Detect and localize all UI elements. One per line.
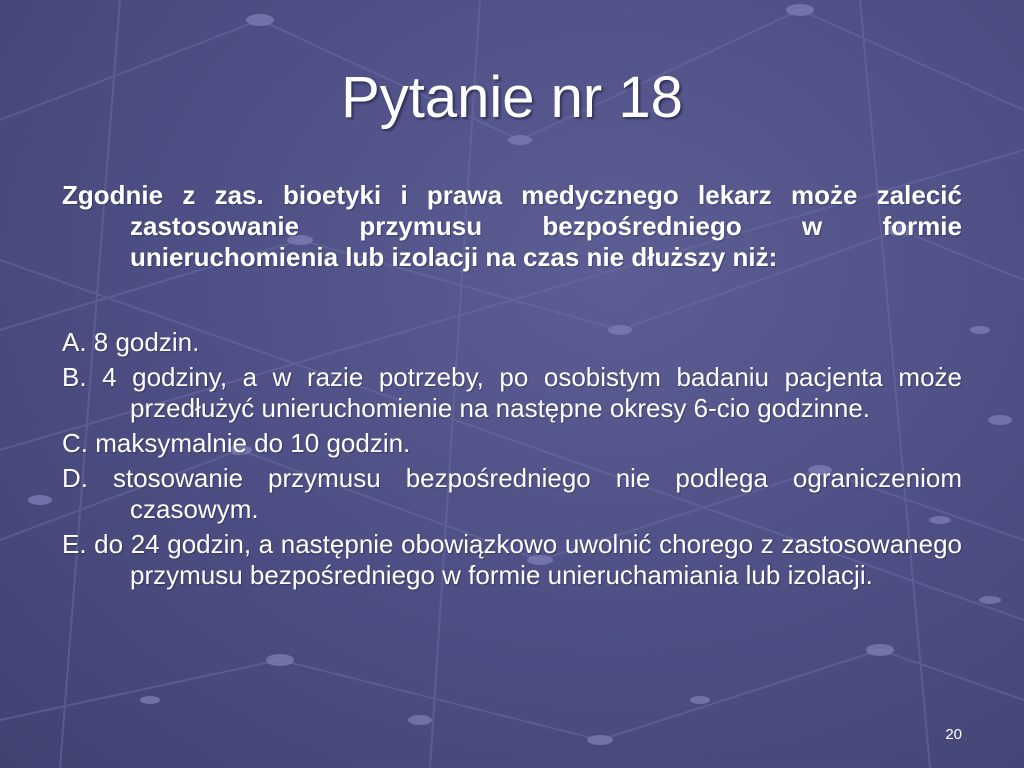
answer-e: E. do 24 godzin, a następnie obowiązkowo uwolnić chorego z zastosowanego przymusu bezpośredniego w formie unieruchamiania lub izolacji.: [62, 529, 962, 590]
slide-title: Pytanie nr 18: [341, 65, 683, 130]
answer-b: B. 4 godziny, a w razie potrzeby, po osobistym badaniu pacjenta może przedłużyć unieruchomienie na następne okresy 6-cio godzinne.: [62, 362, 962, 423]
question-text: Zgodnie z zas. bioetyki i prawa medycznego lekarz może zalecić zastosowanie przymusu bezpośredniego w formie unieruchomienia lub izolacji na czas nie dłuższy niż:: [62, 180, 962, 272]
answer-c: C. maksymalnie do 10 godzin.: [62, 428, 411, 458]
slide-content: [62, 180, 962, 595]
answer-a: A. 8 godzin.: [62, 327, 200, 357]
slide-number: 20: [945, 726, 962, 743]
answer-d: D. stosowanie przymusu bezpośredniego nie podlega ograniczeniom czasowym.: [62, 463, 962, 524]
